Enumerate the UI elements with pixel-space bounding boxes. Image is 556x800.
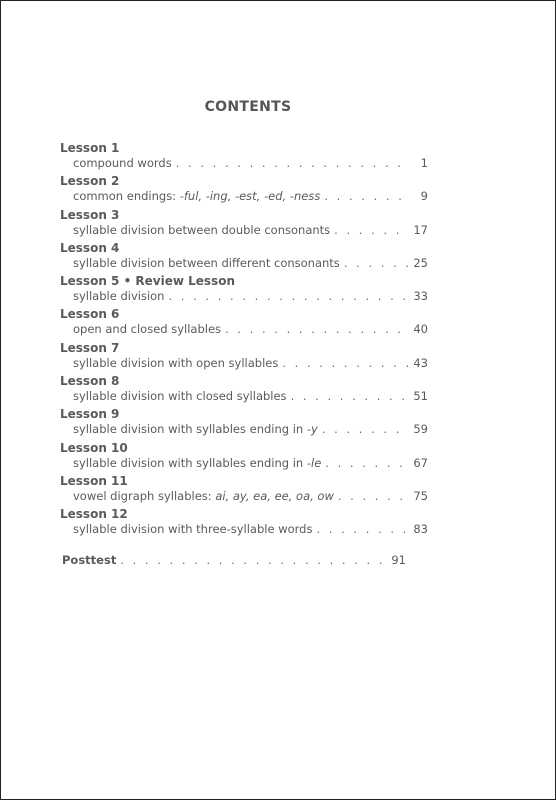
page-number: 25 bbox=[413, 256, 428, 270]
dot-leader bbox=[120, 553, 387, 567]
dot-leader bbox=[334, 223, 409, 237]
lesson-description: open and closed syllables bbox=[73, 322, 222, 336]
page-number: 67 bbox=[413, 456, 428, 470]
lesson-title: Lesson 12 bbox=[60, 507, 128, 521]
lesson-title: Lesson 9 bbox=[60, 407, 120, 421]
lesson-description: syllable division bbox=[73, 289, 165, 303]
description-text: common endings: bbox=[73, 189, 180, 203]
dot-leader bbox=[316, 522, 409, 536]
toc-entry-posttest bbox=[62, 553, 406, 567]
page-number: 9 bbox=[420, 189, 428, 203]
lesson-row bbox=[73, 189, 428, 203]
lesson-title: Lesson 3 bbox=[60, 208, 120, 222]
page-number: 1 bbox=[420, 156, 428, 170]
page-number: 33 bbox=[413, 289, 428, 303]
lesson-row bbox=[73, 289, 428, 303]
description-text: vowel digraph syllables: bbox=[73, 489, 216, 503]
lesson-row bbox=[73, 522, 428, 536]
lesson-description: syllable division between double consonants bbox=[73, 223, 331, 237]
page-number: 75 bbox=[413, 489, 428, 503]
lesson-title: Lesson 7 bbox=[60, 341, 120, 355]
lesson-row bbox=[73, 156, 428, 170]
description-italic: -ful, -ing, -est, -ed, -ness bbox=[179, 189, 321, 203]
dot-leader bbox=[338, 489, 409, 503]
lesson-description bbox=[73, 422, 318, 436]
dot-leader bbox=[291, 389, 410, 403]
dot-leader bbox=[322, 422, 410, 436]
dot-leader bbox=[225, 322, 409, 336]
page-number: 43 bbox=[413, 356, 428, 370]
dot-leader bbox=[282, 356, 409, 370]
lesson-description: syllable division with open syllables bbox=[73, 356, 279, 370]
dot-leader bbox=[168, 289, 409, 303]
lesson-row bbox=[73, 456, 428, 470]
page-number: 40 bbox=[413, 322, 428, 336]
lesson-row bbox=[73, 389, 428, 403]
dot-leader bbox=[176, 156, 410, 170]
lesson-title: Lesson 10 bbox=[60, 441, 128, 455]
lesson-description: syllable division between different consonants bbox=[73, 256, 340, 270]
lesson-description bbox=[73, 189, 320, 203]
lesson-row bbox=[73, 489, 428, 503]
lesson-description: syllable division with three-syllable words bbox=[73, 522, 313, 536]
page-number: 59 bbox=[413, 422, 428, 436]
lesson-title: Lesson 1 bbox=[60, 141, 120, 155]
posttest-label: Posttest bbox=[62, 553, 117, 567]
lesson-description bbox=[73, 456, 321, 470]
description-italic: ai, ay, ea, ee, oa, ow bbox=[215, 489, 334, 503]
dot-leader bbox=[344, 256, 410, 270]
lesson-title: Lesson 4 bbox=[60, 241, 120, 255]
contents-heading: CONTENTS bbox=[204, 99, 292, 115]
description-text: syllable division with syllables ending in bbox=[73, 422, 307, 436]
lesson-title: Lesson 6 bbox=[60, 307, 120, 321]
lesson-title: Lesson 2 bbox=[60, 174, 120, 188]
lesson-row bbox=[73, 256, 428, 270]
lesson-row bbox=[73, 223, 428, 237]
lesson-title: Lesson 8 bbox=[60, 374, 120, 388]
dot-leader bbox=[324, 189, 410, 203]
lesson-description: compound words bbox=[73, 156, 172, 170]
lesson-description: syllable division with closed syllables bbox=[73, 389, 287, 403]
description-italic: -y bbox=[306, 422, 318, 436]
lesson-row bbox=[73, 322, 428, 336]
lesson-title: Lesson 5 • Review Lesson bbox=[60, 274, 235, 288]
page-number: 51 bbox=[413, 389, 428, 403]
lesson-description bbox=[73, 489, 334, 503]
page-number: 83 bbox=[413, 522, 428, 536]
description-text: syllable division with syllables ending in bbox=[73, 456, 307, 470]
dot-leader bbox=[325, 456, 409, 470]
page-number: 17 bbox=[413, 223, 428, 237]
lesson-title: Lesson 11 bbox=[60, 474, 128, 488]
lesson-row bbox=[73, 356, 428, 370]
lesson-row bbox=[73, 422, 428, 436]
page-number: 91 bbox=[391, 553, 406, 567]
description-italic: -le bbox=[306, 456, 322, 470]
